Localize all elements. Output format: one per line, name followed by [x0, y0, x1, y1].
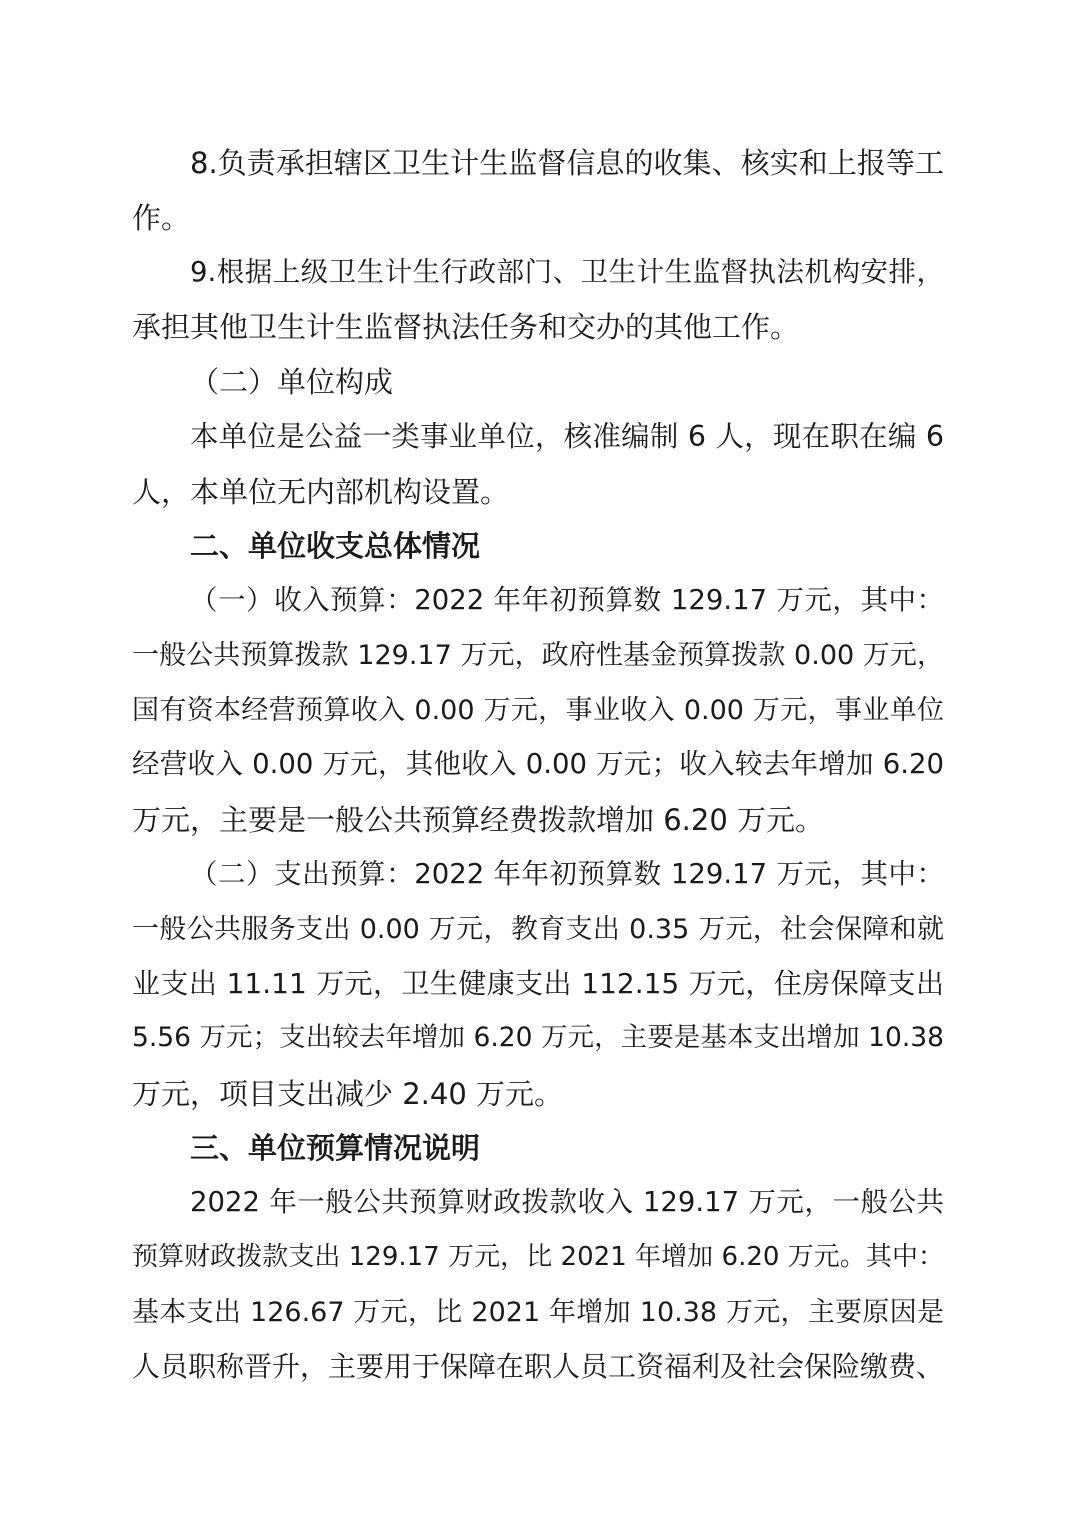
- paragraph-line: 万元，项目支出减少 2.40 万元。: [132, 1077, 564, 1111]
- paragraph-line: 作。: [132, 201, 191, 235]
- section-heading: 三、单位预算情况说明: [190, 1131, 481, 1165]
- paragraph-line: （二）支出预算：2022 年年初预算数 129.17 万元，其中：: [190, 858, 944, 890]
- paragraph-line: 国有资本经营预算收入 0.00 万元，事业收入 0.00 万元，事业单位: [132, 695, 944, 726]
- section-subheading: （二）单位构成: [190, 365, 394, 399]
- paragraph-line: 承担其他卫生计生监督执法任务和交办的其他工作。: [132, 310, 800, 344]
- paragraph-line: 5.56 万元；支出较去年增加 6.20 万元，主要是基本支出增加 10.38: [132, 1022, 944, 1053]
- paragraph-line: 一般公共预算拨款 129.17 万元，政府性基金预算拨款 0.00 万元，: [132, 640, 944, 671]
- paragraph-line: 8.负责承担辖区卫生计生监督信息的收集、核实和上报等工: [190, 146, 944, 180]
- paragraph-line: 经营收入 0.00 万元，其他收入 0.00 万元；收入较去年增加 6.20: [132, 748, 944, 780]
- paragraph-line: 业支出 11.11 万元，卫生健康支出 112.15 万元，住房保障支出: [132, 967, 944, 1000]
- paragraph-line: 人员职称晋升，主要用于保障在职人员工资福利及社会保险缴费、: [132, 1350, 945, 1383]
- paragraph-line: 预算财政拨款支出 129.17 万元，比 2021 年增加 6.20 万元。其中：: [132, 1242, 944, 1272]
- paragraph-line: 2022 年一般公共预算财政拨款收入 129.17 万元，一般公共: [190, 1186, 944, 1218]
- paragraph-line: 9.根据上级卫生计生行政部门、卫生计生监督执法机构安排，: [190, 256, 944, 288]
- paragraph-line: 万元，主要是一般公共预算经费拨款增加 6.20 万元。: [132, 803, 825, 837]
- paragraph-line: 基本支出 126.67 万元，比 2021 年增加 10.38 万元，主要原因是: [132, 1297, 944, 1328]
- paragraph-line: 人，本单位无内部机构设置。: [132, 475, 510, 509]
- paragraph-line: 本单位是公益一类事业单位，核准编制 6 人，现在职在编 6: [190, 420, 944, 453]
- section-heading: 二、单位收支总体情况: [190, 529, 481, 563]
- paragraph-line: 一般公共服务支出 0.00 万元，教育支出 0.35 万元，社会保障和就: [132, 914, 944, 945]
- paragraph-line: （一）收入预算：2022 年年初预算数 129.17 万元，其中：: [190, 584, 944, 616]
